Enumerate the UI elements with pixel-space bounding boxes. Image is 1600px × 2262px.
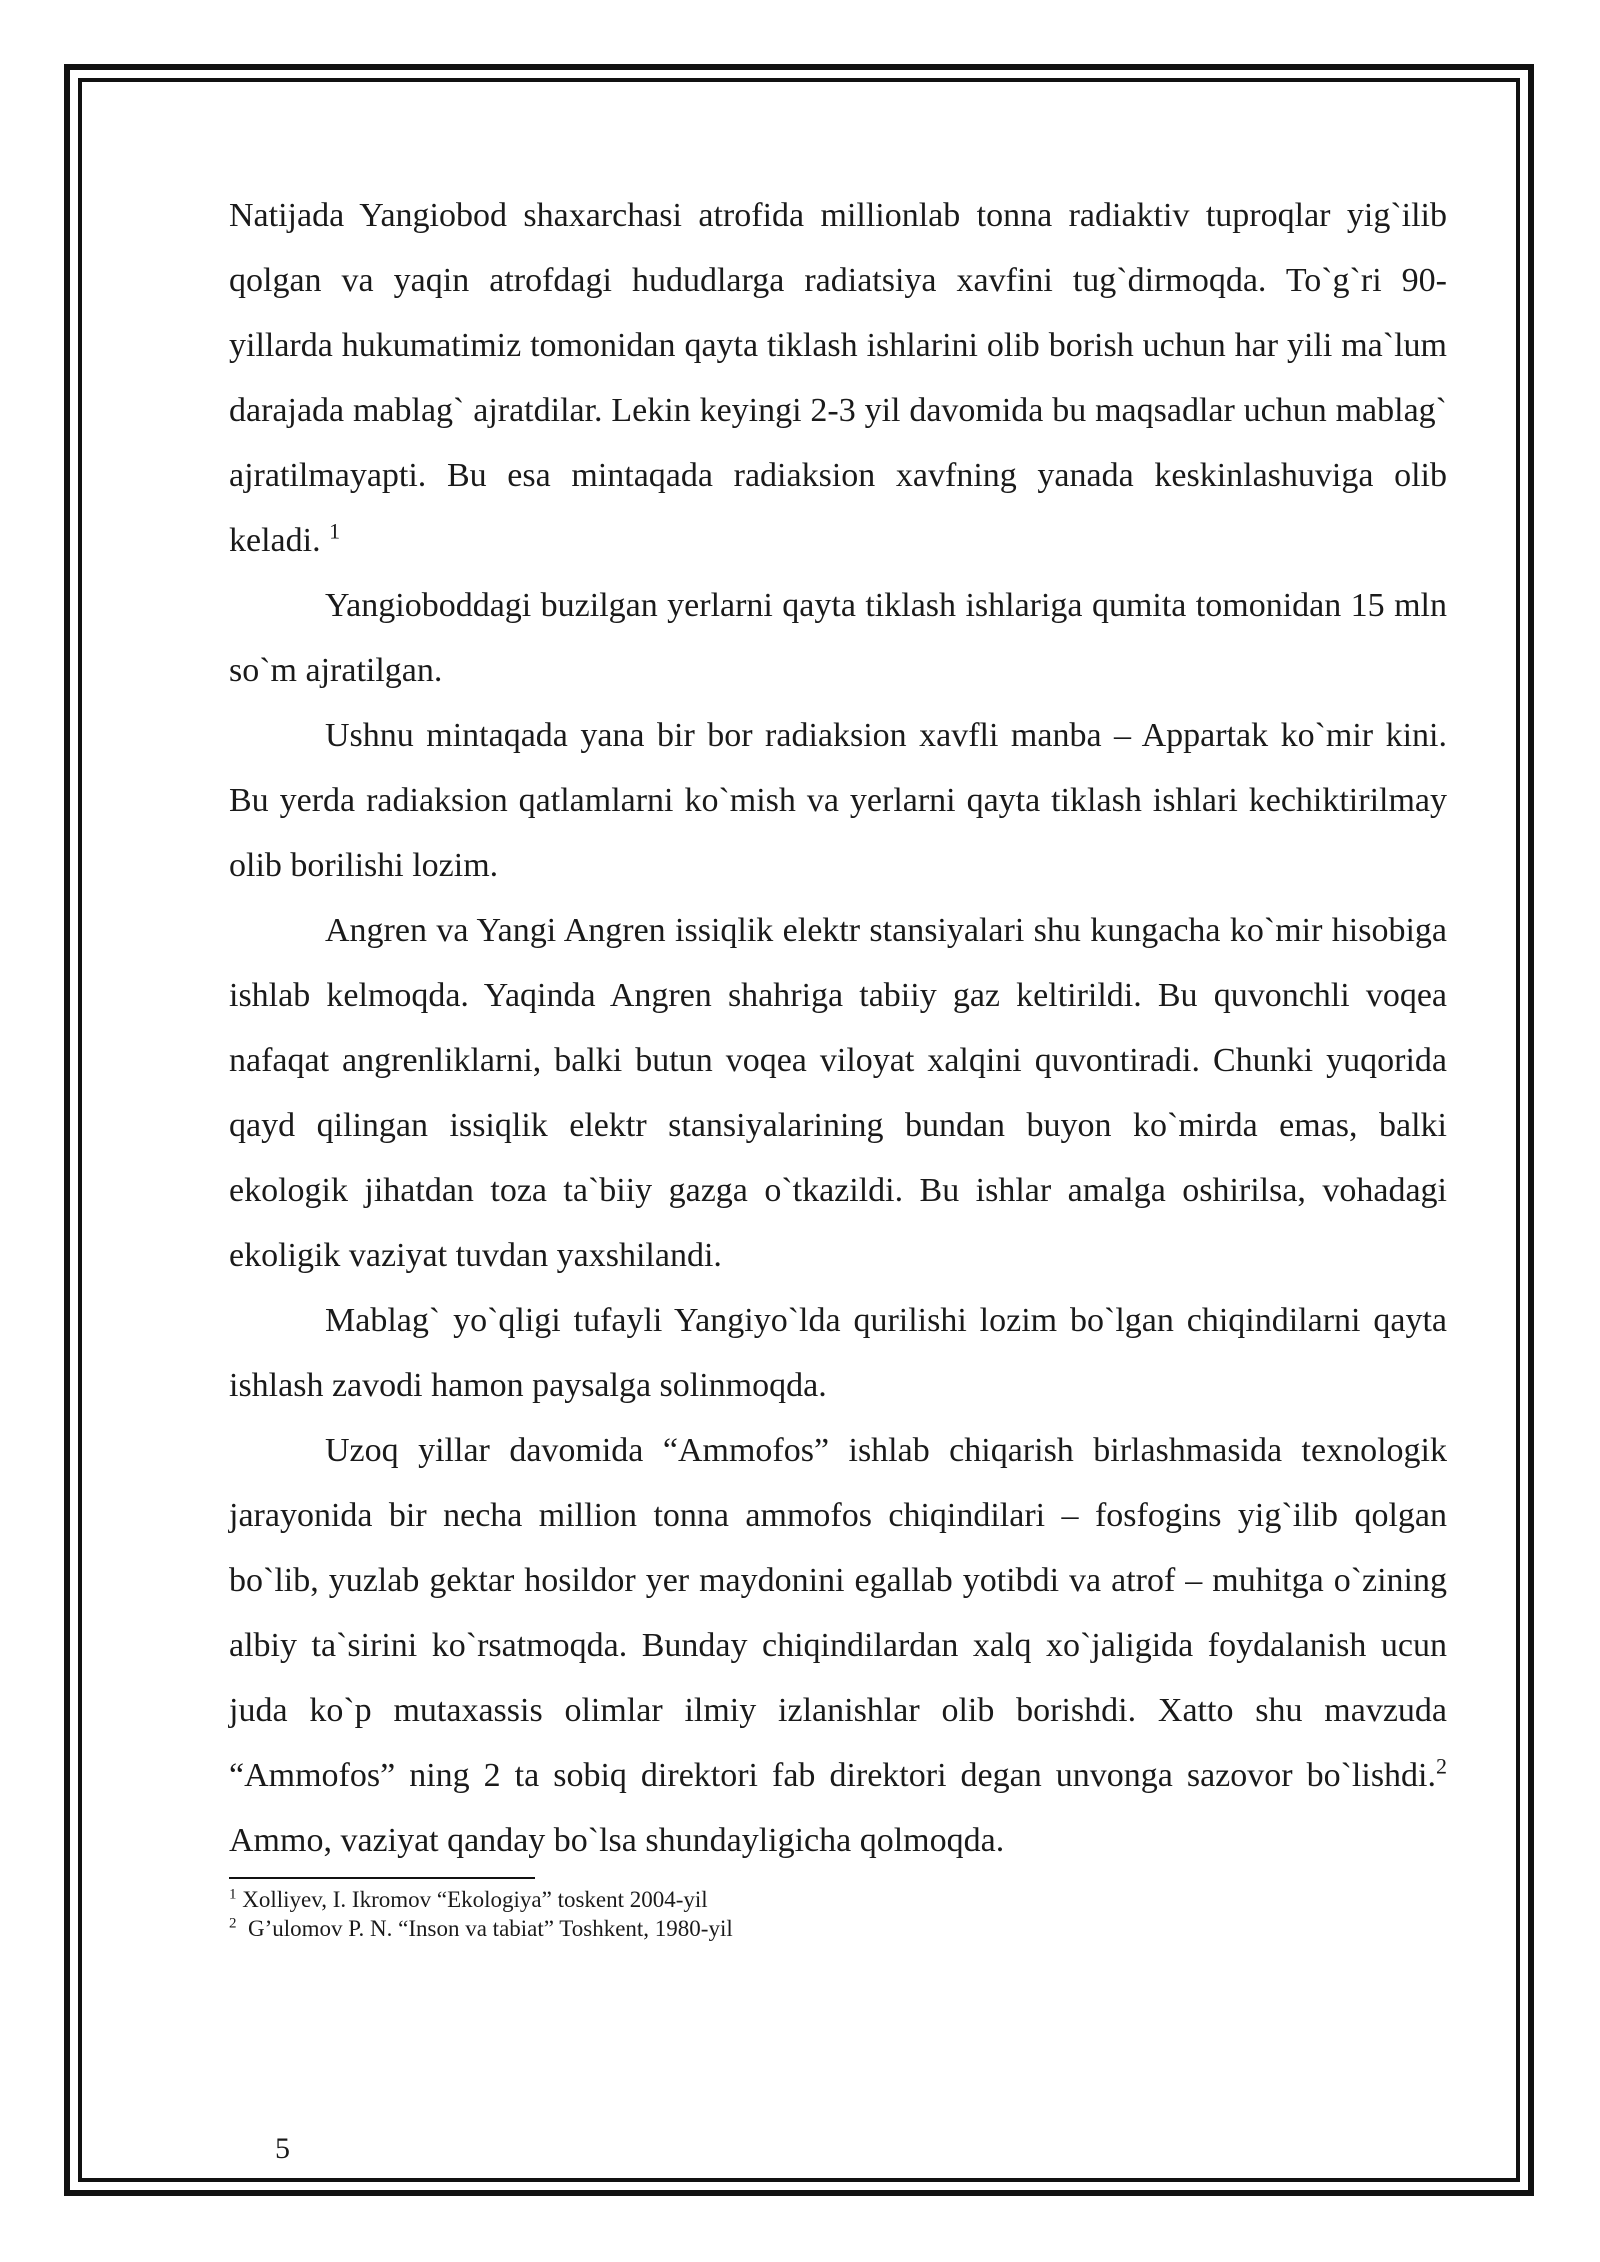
footnote-mark: 1 <box>229 1886 237 1903</box>
paragraph-6 <box>229 1418 1447 1873</box>
paragraph-1 <box>229 183 1447 573</box>
paragraph-text: Natijada Yangiobod shaxarchasi atrofida millionlab tonna radiaktiv tuproqlar yig`ilib qolgan va yaqin atrofdagi hududlarga radiatsiya xavfini tug`dirmoqda. To`g`ri 90-yillarda hukumatimiz tomonidan qayta tiklash ishlarini olib borish uchun har yili ma`lum darajada mablag` ajratdilar. Lekin keyingi 2-3 yil davomida bu maqsadlar uchun mablag` ajratilmayapti. Bu esa mintaqada radiaksion xavfning yanada keskinlashuviga olib keladi. <box>229 197 1447 559</box>
paragraph-5: Mablag` yo`qligi tufayli Yangiyo`lda qurilishi lozim bo`lgan chiqindilarni qayta ishlash zavodi hamon paysalga solinmoqda. <box>229 1302 1447 1404</box>
paragraph-2: Yangioboddagi buzilgan yerlarni qayta tiklash ishlariga qumita tomonidan 15 mln so`m ajratilgan. <box>229 587 1447 689</box>
paragraph-text: Ammo, vaziyat qanday bo`lsa shundayligicha qolmoqda. <box>229 1822 1005 1859</box>
paragraph-text: Uzoq yillar davomida “Ammofos” ishlab chiqarish birlashmasida texnologik jarayonida bir necha million tonna ammofos chiqindilari – fosfogins yig`ilib qolgan bo`lib, yuzlab gektar hosildor yer maydonini egallab yotibdi va atrof – muhitga o`zining albiy ta`sirini ko`rsatmoqda. Bunday chiqindilardan xalq xo`jaligida foydalanish ucun juda ko`p mutaxassis olimlar ilmiy izlanishlar olib borishdi. Xatto shu mavzuda “Ammofos” ning 2 ta sobiq direktori fab direktori degan unvonga sazovor bo`lishdi. <box>229 1432 1447 1794</box>
footnote-mark: 2 <box>229 1915 237 1932</box>
footnote-text: G’ulomov P. N. “Inson va tabiat” Toshkent, 1980-yil <box>236 1916 733 1941</box>
paragraph-4: Angren va Yangi Angren issiqlik elektr stansiyalari shu kungacha ko`mir hisobiga ishlab kelmoqda. Yaqinda Angren shahriga tabiiy gaz keltirildi. Bu quvonchli voqea nafaqat angrenliklarni, balki butun voqea viloyat xalqini quvontiradi. Chunki yuqorida qayd qilingan issiqlik elektr stansiyalarining bundan buyon ko`mirda emas, balki ekologik jihatdan toza ta`biiy gazga o`tkazildi. Bu ishlar amalga oshirilsa, vohadagi ekoligik vaziyat tuvdan yaxshilandi. <box>229 912 1447 1274</box>
footnote-text: Xolliyev, I. Ikromov “Ekologiya” toskent 2004-yil <box>236 1887 708 1912</box>
footnote-2 <box>229 1914 1447 1943</box>
footnote-ref-1: 1 <box>329 518 341 544</box>
paragraph-3: Ushnu mintaqada yana bir bor radiaksion xavfli manba – Appartak ko`mir kini. Bu yerda radiaksion qatlamlarni ko`mish va yerlarni qayta tiklash ishlari kechiktirilmay olib borilishi lozim. <box>229 717 1447 884</box>
document-body <box>229 183 1447 1943</box>
footnote-separator <box>229 1877 535 1879</box>
footnote-1 <box>229 1885 1447 1914</box>
page-number: 5 <box>275 2132 290 2165</box>
footnote-ref-2: 2 <box>1436 1753 1447 1779</box>
